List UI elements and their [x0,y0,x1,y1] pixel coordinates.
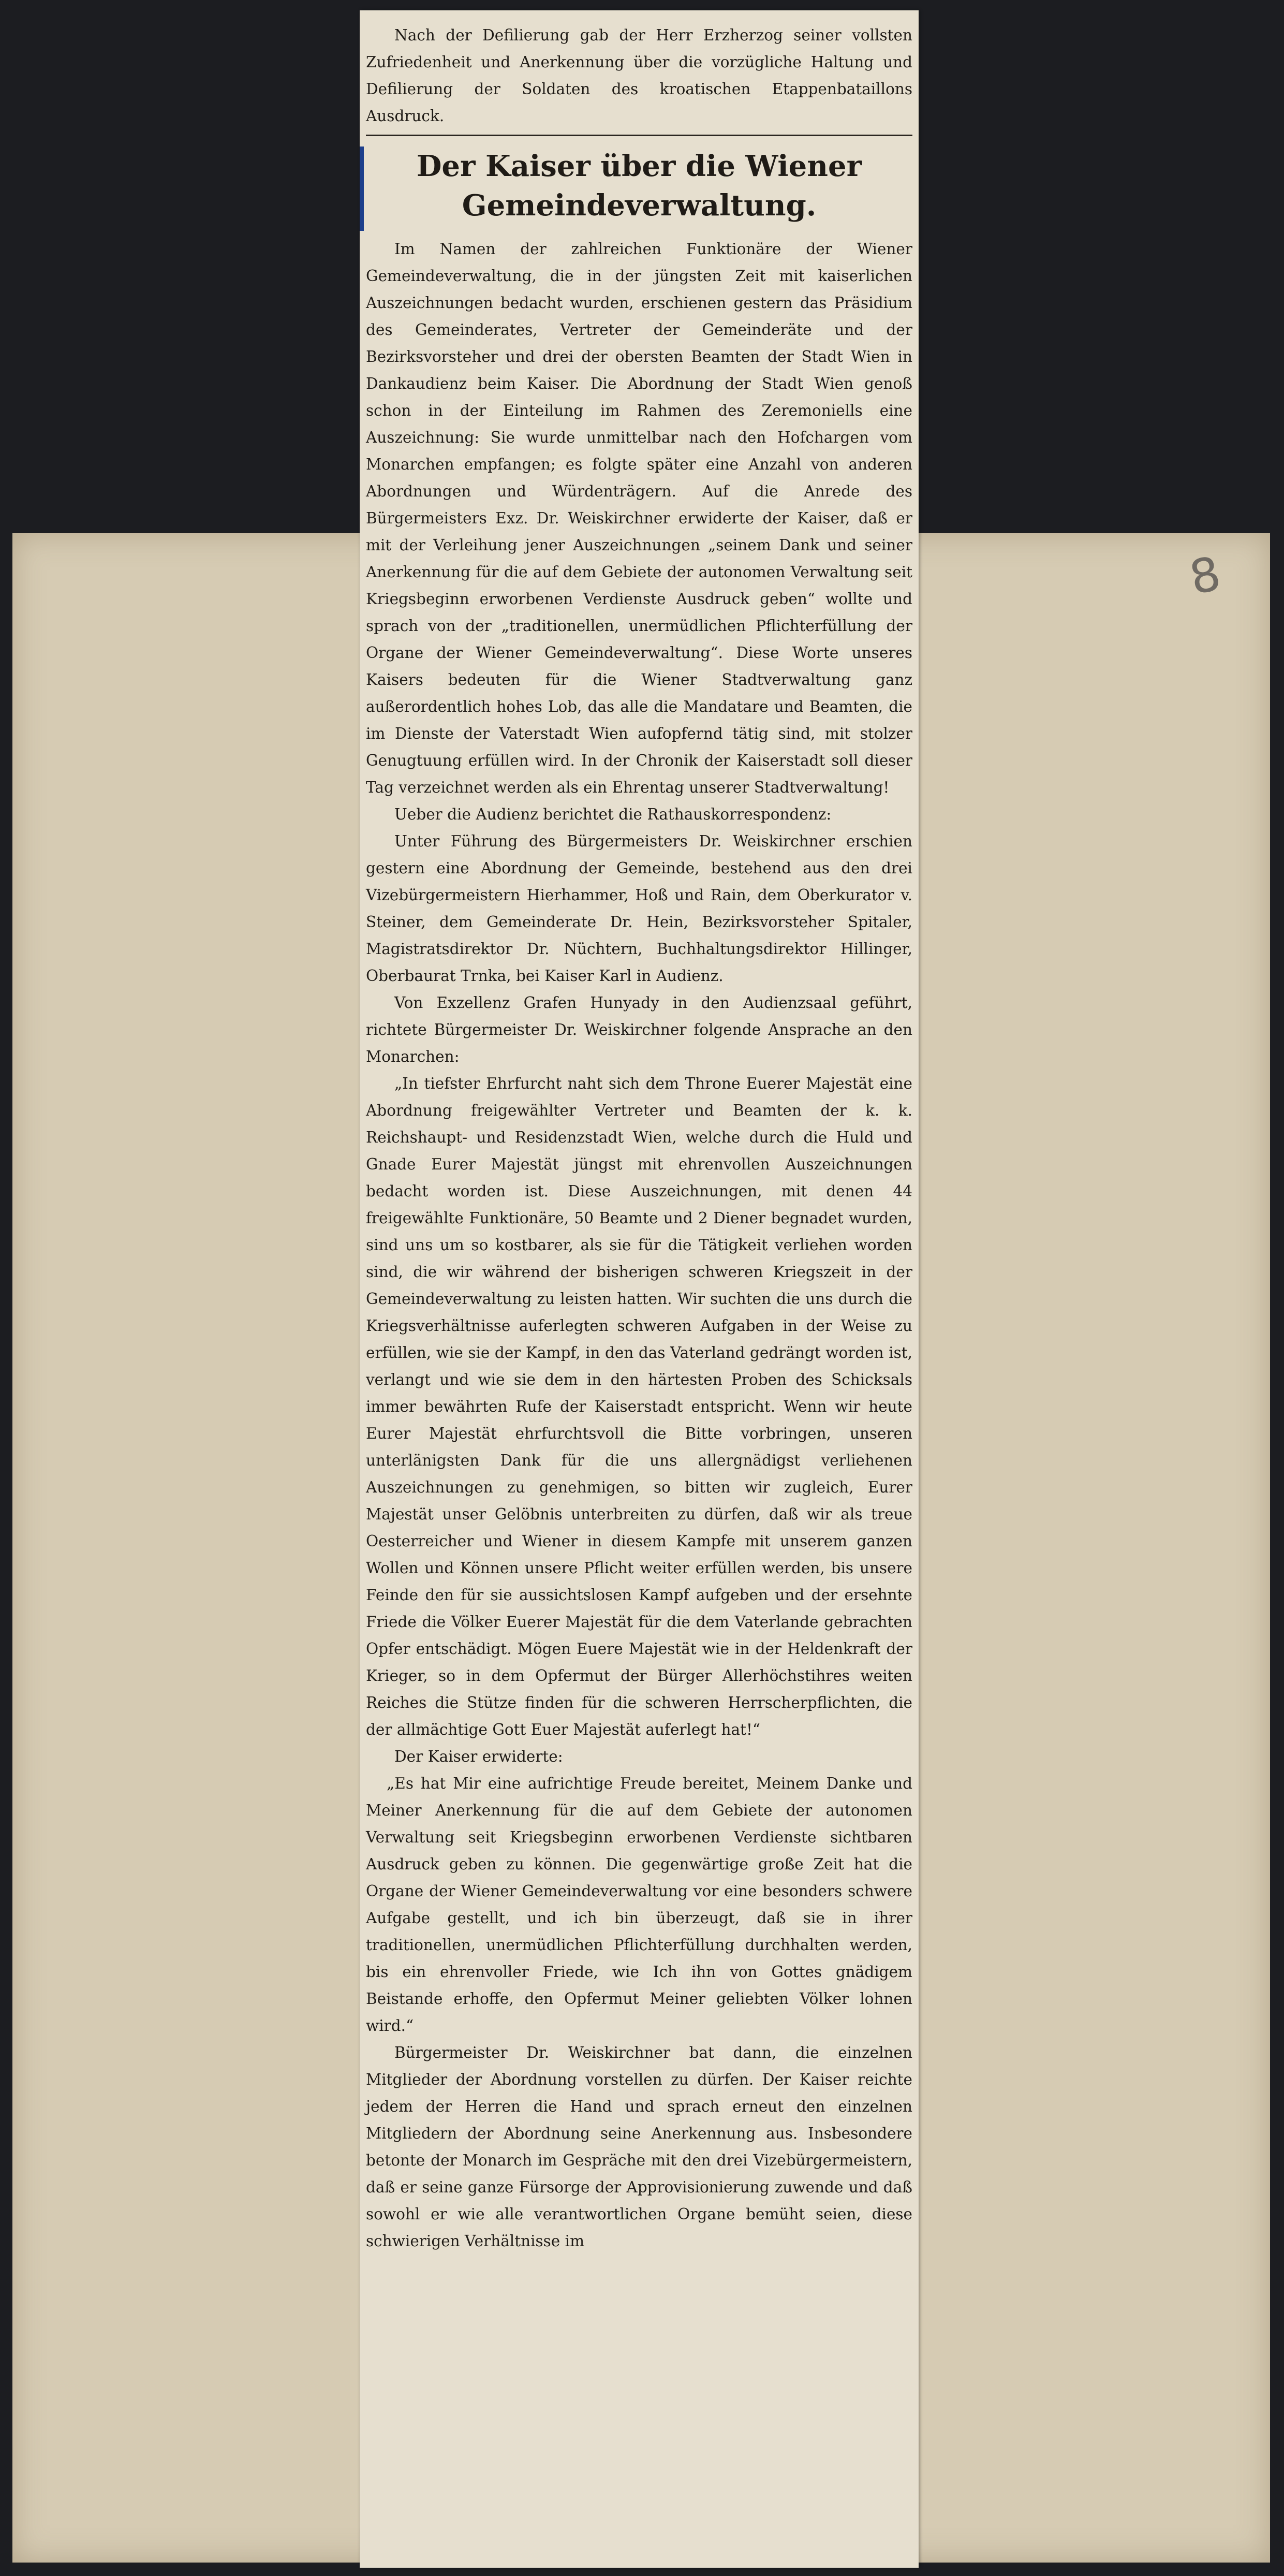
body-paragraph: Ueber die Audienz berichtet die Rathauskorrespondenz: [394,806,832,823]
pen-mark [360,147,364,231]
headline [366,147,912,225]
headline-text: Der Kaiser über die Wiener Gemeindeverwaltung. [416,149,862,223]
body-paragraph: Der Kaiser erwiderte: [394,1748,563,1765]
body-paragraph: Im Namen der zahlreichen Funktionäre der Wiener Gemeindeverwaltung, die in der jüngsten Zeit mit kaiserlichen Auszeichnungen bedacht wurden, erschienen gestern das Präsidium des Gemeinderates, Vertreter der Gemeinderäte und der Bezirksvorsteher und drei der obersten Beamten der Stadt Wien in Dankaudienz beim Kaiser. Die Abordnung der Stadt Wien genoß schon in der Einteilung im Rahmen des Zeremoniells eine Auszeichnung: Sie wurde unmittelbar nach den Hofchargen vom Monarchen empfangen; es folgte später eine Anzahl von anderen Abordnungen und Würdenträgern. Auf die Anrede des Bürgermeisters Exz. Dr. Weiskirchner erwiderte der Kaiser, daß er mit der Verleihung jener Auszeichnungen „seinem Dank und seiner Anerkennung für die auf dem Gebiete der autonomen Verwaltung seit Kriegsbeginn erworbenen Verdienste Ausdruck geben“ wollte und sprach von der „traditionellen, unermüdlichen Pflichterfüllung der Organe der Wiener Gemeindeverwaltung“. Diese Worte unseres Kaisers bedeuten für die Wiener Stadtverwaltung ganz außerordentlich hohes Lob, das alle die Mandatare und Beamten, die im Dienste der Vaterstadt Wien aufopfernd tätig sind, mit stolzer Genugtuung erfüllen wird. In der Chronik der Kaiserstadt soll dieser Tag verzeichnet werden als ein Ehrentag unserer Stadtverwaltung! [366,240,912,796]
page-number: 8 [1185,546,1226,606]
divider [366,135,912,136]
speech-paragraph: „In tiefster Ehrfurcht naht sich dem Throne Euerer Majestät eine Abordnung freigewählter Vertreter und Beamten der k. k. Reichshaupt- und Residenzstadt Wien, welche durch die Huld und Gnade Eurer Majestät jüngst mit ehrenvollen Auszeichnungen bedacht worden ist. Diese Auszeichnungen, mit denen 44 freigewählte Funktionäre, 50 Beamte und 2 Diener begnadet wurden, sind uns um so kostbarer, als sie für die Tätigkeit verliehen worden sind, die wir während der bisherigen schweren Kriegszeit in der Gemeindeverwaltung zu leisten hatten. Wir suchten die uns durch die Kriegsverhältnisse auferlegten schweren Aufgaben in der Weise zu erfüllen, wie sie der Kampf, in den das Vaterland gedrängt worden ist, verlangt und wie sie dem in den härtesten Proben des Schicksals immer bewährten Rufe der Kaiserstadt entspricht. Wenn wir heute Eurer Majestät ehrfurchtsvoll die Bitte vorbringen, unseren unterlänigsten Dank für die uns allergnädigst verliehenen Auszeichnungen zu genehmigen, so bitten wir zugleich, Eurer Majestät unser Gelöbnis unterbreiten zu dürfen, daß wir als treue Oesterreicher und Wiener in diesem Kampfe mit unserem ganzen Wollen und Können unsere Pflicht weiter erfüllen werden, bis unsere Feinde den für sie aussichtslosen Kampf aufgeben und der ersehnte Friede die Völker Euerer Majestät für die dem Vaterlande gebrachten Opfer entschädigt. Mögen Euere Majestät wie in der Heldenkraft der Krieger, so in dem Opfermut der Bürger Allerhöchstihres weiten Reiches die Stütze finden für die schweren Herrscherpflichten, die der allmächtige Gott Euer Majestät auferlegt hat!“ [366,1075,912,1738]
body-paragraph: Unter Führung des Bürgermeisters Dr. Weiskirchner erschien gestern eine Abordnung der Gemeinde, bestehend aus den drei Vizebürgermeistern Hierhammer, Hoß und Rain, dem Oberkurator v. Steiner, dem Gemeinderate Dr. Hein, Bezirksvorsteher Spitaler, Magistratsdirektor Dr. Nüchtern, Buchhaltungsdirektor Hillinger, Oberbaurat Trnka, bei Kaiser Karl in Audienz. [366,832,912,985]
newspaper-clipping [360,10,919,2568]
body-paragraph: Bürgermeister Dr. Weiskirchner bat dann, die einzelnen Mitglieder der Abordnung vorstellen zu dürfen. Der Kaiser reichte jedem der Herren die Hand und sprach erneut den einzelnen Mitgliedern der Abordnung seine Anerkennung aus. Insbesondere betonte der Monarch im Gespräche mit den drei Vizebürgermeistern, daß er seine ganze Fürsorge der Approvisionierung zuwende und daß sowohl er wie alle verantwortlichen Organe bemüht seien, diese schwierigen Verhältnisse im [366,2044,912,2250]
emperor-reply: „Es hat Mir eine aufrichtige Freude bereitet, Meinem Danke und Meiner Anerkennung für die auf dem Gebiete der autonomen Verwaltung seit Kriegsbeginn erworbenen Verdienste sichtbaren Ausdruck geben zu können. Die gegenwärtige große Zeit hat die Organe der Wiener Gemeindeverwaltung vor eine besonders schwere Aufgabe gestellt, und ich bin überzeugt, daß sie in ihrer traditionellen, unermüdlichen Pflichterfüllung durchhalten werden, bis ein ehrenvoller Friede, wie Ich ihn von Gottes gnädigem Beistande erhoffe, den Opfermut Meiner geliebten Völker lohnen wird.“ [366,1775,912,2035]
body-paragraph: Von Exzellenz Grafen Hunyady in den Audienzsaal geführt, richtete Bürgermeister Dr. Weiskirchner folgende Ansprache an den Monarchen: [366,994,912,1065]
intro-paragraph: Nach der Defilierung gab der Herr Erzherzog seiner vollsten Zufriedenheit und Anerkennung über die vorzügliche Haltung und Defilierung der Soldaten des kroatischen Etappenbataillons Ausdruck. [366,26,912,125]
